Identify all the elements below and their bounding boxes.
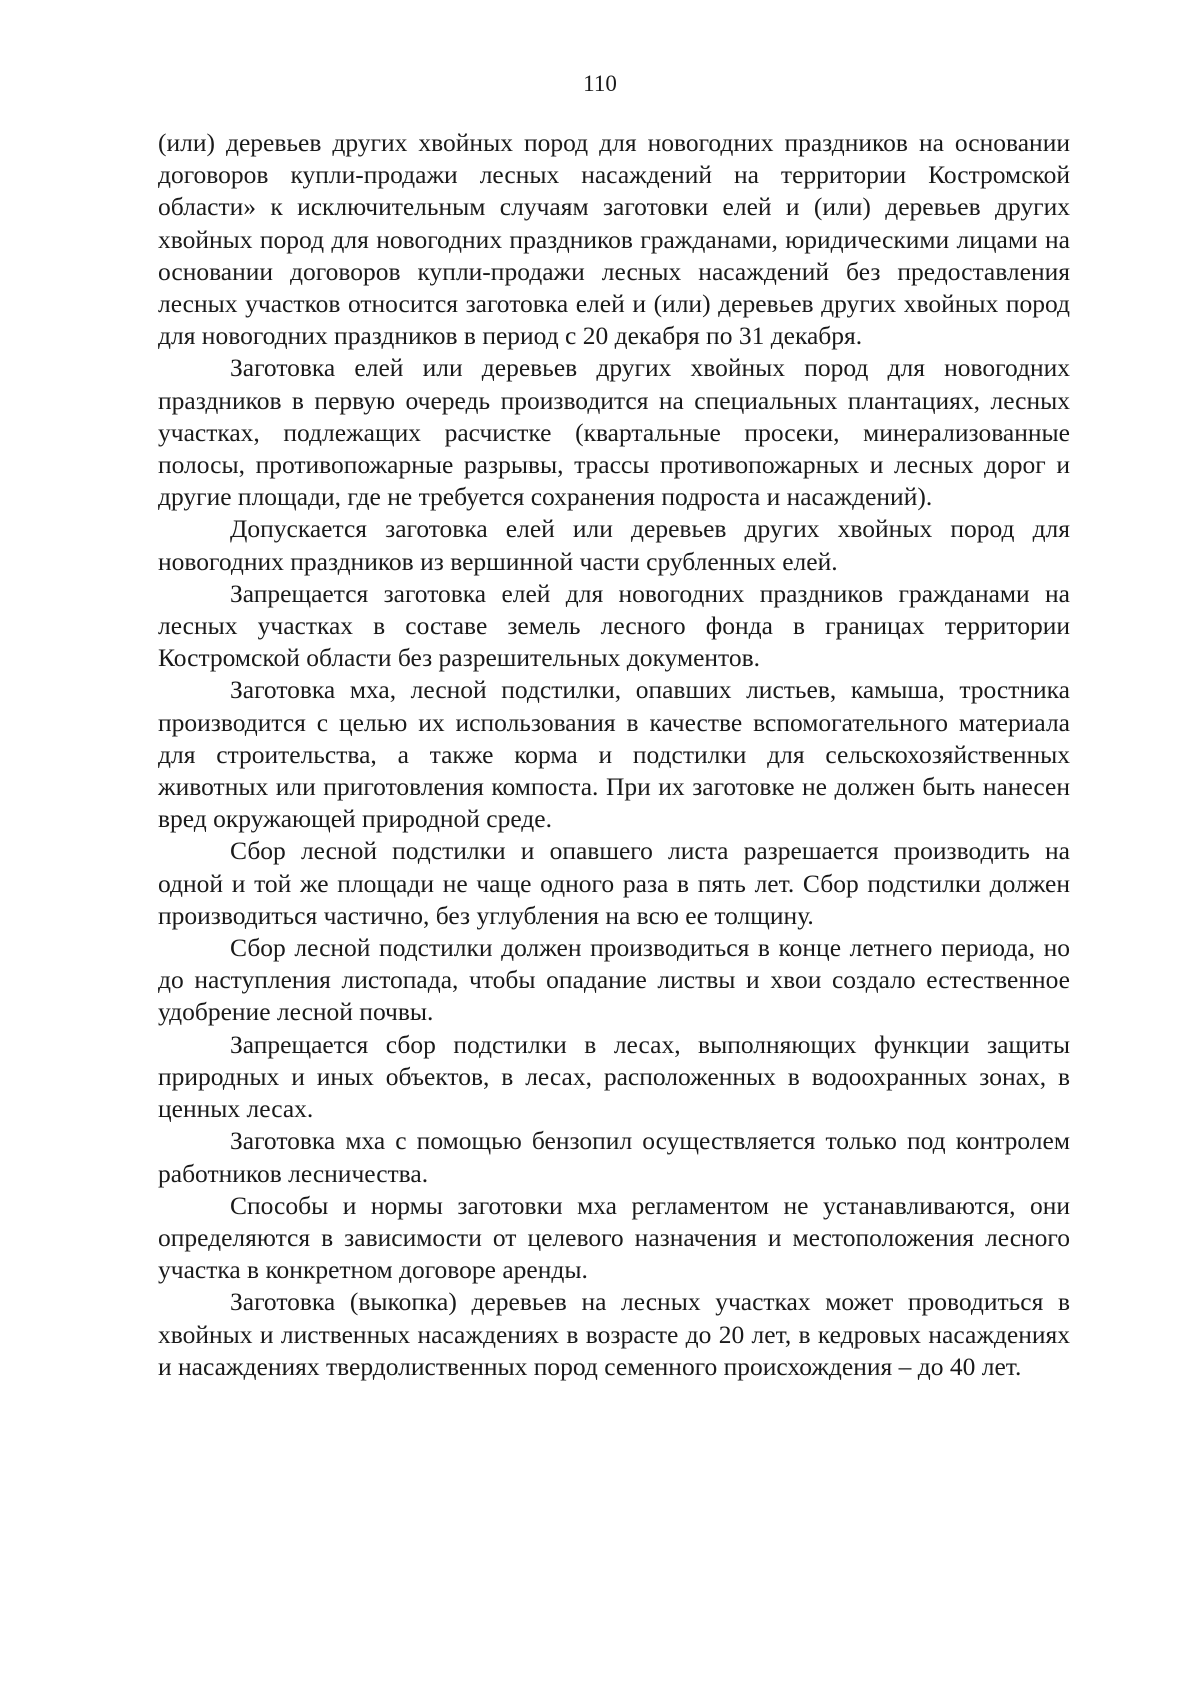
paragraph: Запрещается сбор подстилки в лесах, выполняющих функции защиты природных и иных объектов, в лесах, расположенных в водоохранных зонах, в ценных лесах. bbox=[158, 1029, 1070, 1124]
page-number: 110 bbox=[583, 71, 617, 96]
paragraph: Способы и нормы заготовки мха регламентом не устанавливаются, они определяются в зависимости от целевого назначения и местоположения лесного участка в конкретном договоре аренды. bbox=[158, 1190, 1070, 1285]
paragraph: Сбор лесной подстилки должен производиться в конце летнего периода, но до наступления листопада, чтобы опадание листвы и хвои создало естественное удобрение лесной почвы. bbox=[158, 933, 1070, 1027]
paragraph: Заготовка (выкопка) деревьев на лесных участках может проводиться в хвойных и лиственных насаждениях в возрасте до 20 лет, в кедровых насаждениях и насаждениях твердолиственных пород семенного происхождения – до 40 лет. bbox=[158, 1287, 1070, 1381]
paragraph-continuation: (или) деревьев других хвойных пород для новогодних праздников на основании договоров купли-продажи лесных насаждений на территории Костромской области» к исключительным случаям заготовки елей и (или) деревьев других хвойных пород для новогодних праздников гражданами, юридическими лицами на основании договоров купли-продажи лесных насаждений без предоставления лесных участков относится заготовка елей и (или) деревьев других хвойных пород для новогодних праздников в период с 20 декабря по 31 декабря. bbox=[158, 128, 1070, 351]
document-body bbox=[158, 127, 1070, 1383]
paragraph: Заготовка мха с помощью бензопил осуществляется только под контролем работников лесничества. bbox=[158, 1126, 1070, 1188]
paragraph: Заготовка елей или деревьев других хвойных пород для новогодних праздников в первую очередь производится на специальных плантациях, лесных участках, подлежащих расчистке (квартальные просеки, минерализованные полосы, противопожарные разрывы, трассы противопожарных и лесных дорог и другие площади, где не требуется сохранения подроста и насаждений). bbox=[158, 353, 1070, 512]
paragraph: Допускается заготовка елей или деревьев других хвойных пород для новогодних праздников из вершинной части срубленных елей. bbox=[158, 514, 1070, 576]
paragraph: Запрещается заготовка елей для новогодних праздников гражданами на лесных участках в составе земель лесного фонда в границах территории Костромской области без разрешительных документов. bbox=[158, 578, 1070, 673]
paragraph: Заготовка мха, лесной подстилки, опавших листьев, камыша, тростника производится с целью их использования в качестве вспомогательного материала для строительства, а также корма и подстилки для сельскохозяйственных животных или приготовления компоста. При их заготовке не должен быть нанесен вред окружающей природной среде. bbox=[158, 675, 1070, 834]
paragraph: Сбор лесной подстилки и опавшего листа разрешается производить на одной и той же площади не чаще одного раза в пять лет. Сбор подстилки должен производиться частично, без углубления на всю ее толщину. bbox=[158, 836, 1070, 930]
